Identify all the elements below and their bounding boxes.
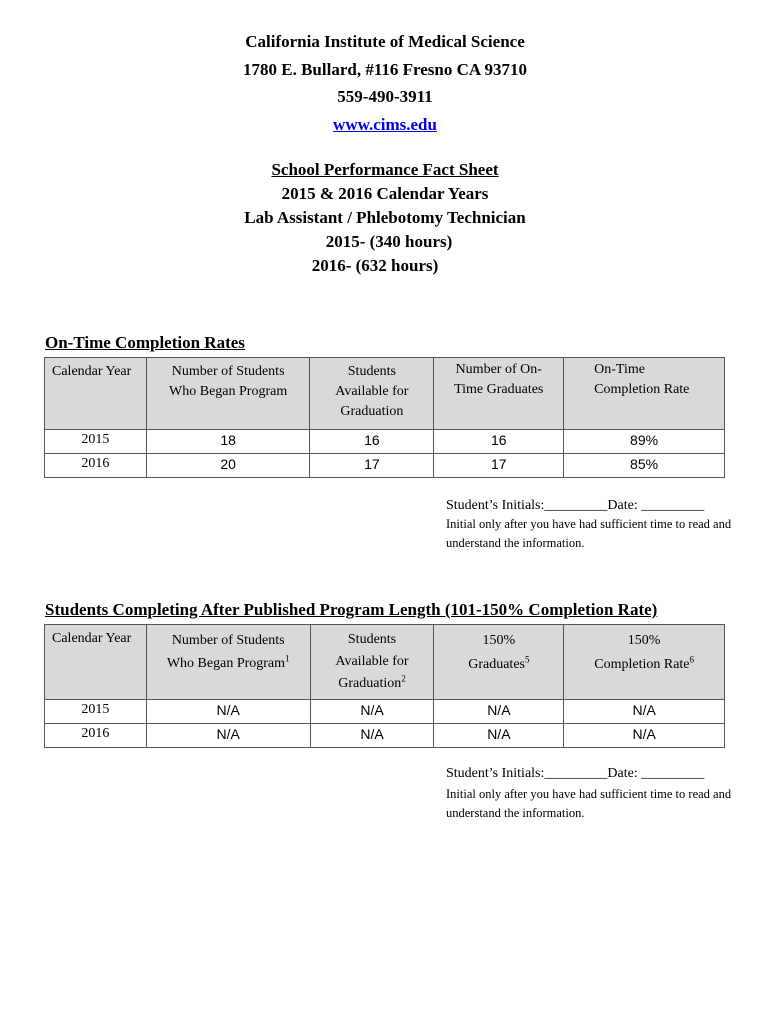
row-year: 2015 xyxy=(45,700,147,724)
header-students-available: Students Available for Graduation$^2$ xyxy=(310,625,434,700)
extended-completion-table xyxy=(44,624,725,748)
header-students-began: Number of Students Who Began Program$^1$ xyxy=(146,625,310,700)
header-students-available: Students Available for Graduation xyxy=(310,358,434,430)
header-on-time-rate: On-Time Completion Rate xyxy=(564,358,725,430)
institution-name: California Institute of Medical Science xyxy=(245,32,525,51)
website-link[interactable]: www.cims.edu xyxy=(333,115,437,134)
row-began: N/A xyxy=(146,724,310,748)
hours-2015: 2015- (340 hours) xyxy=(325,232,453,251)
row-year: 2016 xyxy=(45,454,147,478)
row-available: N/A xyxy=(310,700,434,724)
on-time-section-title: On-Time Completion Rates xyxy=(45,333,245,352)
row-year: 2016 xyxy=(45,724,147,748)
table-header-row xyxy=(45,358,725,430)
table-header-row xyxy=(45,625,725,700)
table-row xyxy=(45,430,725,454)
row-available: 17 xyxy=(310,454,434,478)
extended-section-title: Students Completing After Published Program Length (101-150% Completion Rate) xyxy=(45,600,658,619)
table-row xyxy=(45,724,725,748)
row-rate: N/A xyxy=(564,700,725,724)
institution-phone: 559-490-3911 xyxy=(337,87,433,106)
row-graduates: N/A xyxy=(434,724,564,748)
header-calendar-year: Calendar Year xyxy=(45,625,147,700)
row-began: 20 xyxy=(146,454,310,478)
students-initials-line[interactable]: Student’s Initials:_________Date: _________ xyxy=(446,766,705,781)
header-150-graduates: 150% Graduates$^5$ xyxy=(434,625,564,700)
row-graduates: N/A xyxy=(434,700,564,724)
row-graduates: 16 xyxy=(434,430,564,454)
initials-note: Initial only after you have had sufficient time to read and understand the information. xyxy=(446,787,732,820)
row-available: N/A xyxy=(310,724,434,748)
row-began: N/A xyxy=(146,700,310,724)
table-row xyxy=(45,700,725,724)
program-name: Lab Assistant / Phlebotomy Technician xyxy=(244,208,526,227)
header-on-time-graduates: Number of On-Time Graduates xyxy=(434,358,564,430)
row-began: 18 xyxy=(146,430,310,454)
hours-2016: 2016- (632 hours) xyxy=(311,256,439,275)
table-row xyxy=(45,454,725,478)
row-rate: 85% xyxy=(564,454,725,478)
doc-title: School Performance Fact Sheet xyxy=(271,160,499,179)
initials-note: Initial only after you have had sufficient time to read and understand the information. xyxy=(446,517,732,550)
header-calendar-year: Calendar Year xyxy=(45,358,147,430)
on-time-table xyxy=(44,357,725,478)
institution-address: 1780 E. Bullard, #116 Fresno CA 93710 xyxy=(243,60,527,79)
header-150-rate: 150% Completion Rate$^6$ xyxy=(564,625,725,700)
header-students-began: Number of Students Who Began Program xyxy=(146,358,310,430)
row-year: 2015 xyxy=(45,430,147,454)
calendar-years: 2015 & 2016 Calendar Years xyxy=(281,184,489,203)
row-graduates: 17 xyxy=(434,454,564,478)
row-available: 16 xyxy=(310,430,434,454)
row-rate: 89% xyxy=(564,430,725,454)
students-initials-line[interactable]: Student’s Initials:_________Date: _________ xyxy=(446,498,705,513)
row-rate: N/A xyxy=(564,724,725,748)
